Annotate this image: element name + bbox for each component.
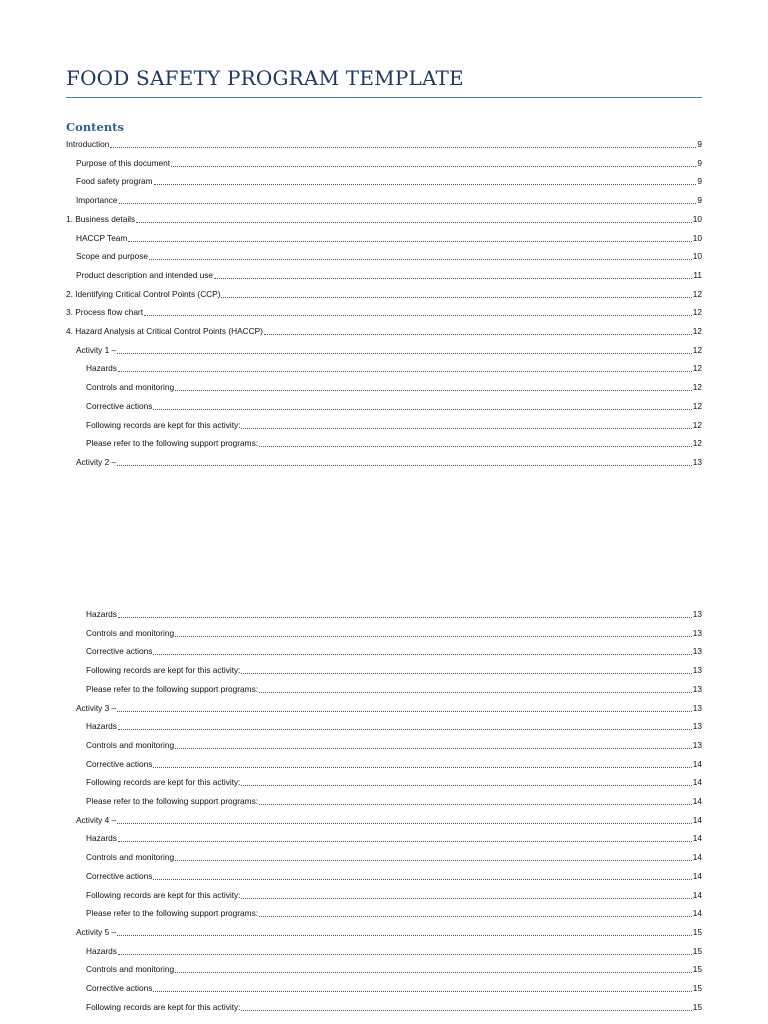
toc-entry-label: Activity 2 – (76, 456, 117, 467)
toc-entry[interactable] (86, 419, 702, 431)
toc-entry[interactable] (86, 776, 702, 788)
toc-entry[interactable] (86, 400, 702, 412)
toc-entry-page-number: 12 (692, 288, 702, 299)
toc-entry-label: Corrective actions (86, 870, 153, 881)
toc-entry[interactable] (86, 664, 702, 676)
toc-entry-page-number: 14 (692, 758, 702, 769)
toc-entry[interactable] (86, 982, 702, 994)
toc-entry-label: Corrective actions (86, 983, 153, 993)
toc-entry-label: 2. Identifying Critical Control Points (CCP) (66, 288, 221, 299)
toc-entry-label: Please refer to the following support programs: (86, 438, 259, 449)
dot-leader (118, 841, 692, 842)
dot-leader (144, 315, 692, 316)
dot-leader (153, 991, 691, 992)
dot-leader (154, 184, 697, 185)
dot-leader (117, 711, 692, 712)
toc-entry-page-number: 9 (697, 176, 702, 187)
toc-entry[interactable] (86, 1001, 702, 1013)
toc-entry[interactable] (86, 758, 702, 770)
toc-entry[interactable] (86, 608, 702, 620)
contents-heading: Contents (66, 120, 124, 134)
dot-leader (214, 278, 692, 279)
toc-entry[interactable] (86, 907, 702, 919)
toc-entry[interactable] (76, 344, 702, 356)
dot-leader (153, 409, 691, 410)
toc-entry-page-number: 11 (693, 269, 702, 280)
toc-entry-page-number: 12 (692, 344, 702, 355)
toc-entry-label: Following records are kept for this activity: (86, 777, 241, 788)
toc-entry-label: Corrective actions (86, 646, 153, 657)
toc-entry[interactable] (86, 720, 702, 732)
dot-leader (136, 222, 692, 223)
toc-entry-page-number: 14 (692, 833, 702, 844)
toc-entry[interactable] (86, 795, 702, 807)
toc-entry-page-number: 13 (692, 721, 702, 732)
toc-entry-label: Following records are kept for this activity: (86, 665, 241, 676)
toc-entry-page-number: 10 (692, 213, 702, 224)
dot-leader (241, 673, 691, 674)
toc-entry[interactable] (86, 627, 702, 639)
dot-leader (221, 297, 691, 298)
toc-entry-label: Purpose of this document (76, 157, 171, 168)
dot-leader (175, 972, 692, 973)
toc-entry-label: Hazards (86, 833, 117, 844)
toc-entry-label: Hazards (86, 721, 117, 732)
toc-entry-page-number: 14 (692, 870, 702, 881)
toc-entry-page-number: 14 (692, 814, 702, 825)
dot-leader (118, 954, 692, 955)
toc-entry[interactable] (86, 832, 702, 844)
toc-entry-label: Controls and monitoring (86, 627, 175, 638)
toc-entry-label: Activity 5 – (76, 926, 117, 937)
dot-leader (259, 692, 692, 693)
toc-entry-page-number: 13 (692, 456, 702, 467)
toc-entry-label: HACCP Team (76, 232, 128, 243)
toc-entry[interactable] (66, 288, 702, 300)
toc-entry-label: Please refer to the following support programs: (86, 683, 259, 694)
dot-leader (175, 636, 692, 637)
toc-entry[interactable] (86, 645, 702, 657)
toc-entry-page-number: 13 (692, 665, 702, 676)
toc-entry-page-number: 12 (692, 419, 702, 430)
toc-entry[interactable] (66, 306, 702, 318)
toc-entry-page-number: 12 (692, 382, 702, 393)
dot-leader (171, 166, 696, 167)
toc-entry[interactable] (76, 250, 702, 262)
toc-entry-label: Controls and monitoring (86, 739, 175, 750)
toc-entry-page-number: 9 (697, 157, 702, 168)
dot-leader (149, 259, 692, 260)
toc-entry[interactable] (66, 325, 702, 337)
toc-entry-page-number: 13 (692, 702, 702, 713)
toc-entry[interactable] (76, 926, 702, 938)
toc-entry-page-number: 13 (692, 683, 702, 694)
toc-entry-label: Controls and monitoring (86, 382, 175, 393)
toc-entry-label: Hazards (86, 945, 117, 956)
toc-entry-label: Food safety program (76, 176, 153, 187)
toc-entry[interactable] (76, 702, 702, 714)
dot-leader (241, 428, 691, 429)
dot-leader (175, 748, 692, 749)
toc-entry[interactable] (86, 889, 702, 901)
toc-entry[interactable] (86, 963, 702, 975)
toc-entry-label: Please refer to the following support programs: (86, 908, 259, 919)
toc-entry-page-number: 14 (692, 889, 702, 900)
dot-leader (117, 465, 692, 466)
toc-entry[interactable] (76, 232, 702, 244)
toc-entry-page-number: 15 (692, 926, 702, 937)
dot-leader (128, 241, 691, 242)
toc-entry-label: Controls and monitoring (86, 852, 175, 863)
toc-entry-page-number: 13 (692, 627, 702, 638)
toc-entry-page-number: 13 (692, 739, 702, 750)
toc-entry[interactable] (86, 381, 702, 393)
toc-entry[interactable] (86, 739, 702, 751)
toc-entry-page-number: 15 (692, 945, 702, 956)
toc-entry-page-number: 12 (692, 438, 702, 449)
toc-entry-label: Please refer to the following support programs: (86, 796, 259, 806)
toc-entry-label: Hazards (86, 363, 117, 374)
toc-entry[interactable] (86, 870, 702, 882)
toc-entry-page-number: 12 (692, 307, 702, 318)
toc-entry-label: Activity 4 – (76, 814, 117, 825)
dot-leader (153, 767, 691, 768)
toc-entry-label: Introduction (66, 139, 110, 149)
toc-entry[interactable] (76, 157, 702, 169)
toc-entry[interactable] (66, 138, 702, 150)
toc-entry-page-number: 13 (692, 609, 702, 619)
toc-entry[interactable] (86, 683, 702, 695)
dot-leader (117, 935, 692, 936)
toc-entry[interactable] (86, 362, 702, 374)
dot-leader (264, 334, 692, 335)
toc-entry-page-number: 12 (692, 400, 702, 411)
toc-entry-page-number: 9 (697, 139, 702, 149)
toc-entry-page-number: 14 (692, 908, 702, 919)
toc-entry-page-number: 13 (692, 646, 702, 657)
toc-entry-page-number: 12 (692, 326, 702, 336)
toc-entry-page-number: 9 (697, 195, 702, 206)
dot-leader (117, 353, 692, 354)
toc-entry[interactable] (86, 437, 702, 449)
document-title: FOOD SAFETY PROGRAM TEMPLATE (66, 66, 464, 90)
dot-leader (119, 203, 697, 204)
toc-entry-page-number: 15 (692, 1001, 702, 1012)
toc-entry[interactable] (76, 269, 702, 281)
toc-entry-page-number: 15 (692, 983, 702, 993)
dot-leader (259, 446, 692, 447)
dot-leader (241, 785, 691, 786)
toc-entry-page-number: 14 (692, 777, 702, 788)
toc-entry-label: Importance (76, 195, 118, 206)
toc-entry[interactable] (76, 814, 702, 826)
toc-entry-label: Following records are kept for this activity: (86, 1001, 241, 1012)
toc-entry-label: 1. Business details (66, 213, 136, 224)
dot-leader (118, 371, 692, 372)
dot-leader (118, 729, 692, 730)
toc-entry-label: Activity 3 – (76, 702, 117, 713)
dot-leader (241, 1010, 691, 1011)
toc-entry-page-number: 10 (692, 232, 702, 243)
dot-leader (259, 804, 692, 805)
toc-entry-label: 4. Hazard Analysis at Critical Control Points (HACCP) (66, 326, 263, 336)
toc-entry-label: Hazards (86, 609, 117, 619)
dot-leader (110, 147, 696, 148)
toc-entry[interactable] (76, 194, 702, 206)
toc-entry-page-number: 15 (692, 964, 702, 975)
toc-entry[interactable] (66, 213, 702, 225)
toc-entry-label: Scope and purpose (76, 251, 148, 262)
toc-entry-label: 3. Process flow chart (66, 307, 144, 318)
toc-entry-label: Corrective actions (86, 758, 153, 769)
toc-entry-page-number: 12 (692, 363, 702, 374)
dot-leader (175, 860, 692, 861)
toc-entry-page-number: 14 (692, 852, 702, 863)
dot-leader (153, 879, 691, 880)
toc-entry-label: Product description and intended use (76, 269, 213, 280)
toc-entry-page-number: 10 (692, 251, 702, 262)
toc-entry-page-number: 14 (692, 796, 702, 806)
toc-entry-label: Activity 1 – (76, 344, 117, 355)
dot-leader (117, 823, 692, 824)
toc-entry-label: Following records are kept for this activity: (86, 419, 241, 430)
toc-entry[interactable] (86, 851, 702, 863)
toc-entry[interactable] (76, 456, 702, 468)
toc-entry-label: Following records are kept for this activity: (86, 889, 241, 900)
dot-leader (241, 898, 691, 899)
dot-leader (175, 390, 692, 391)
toc-entry[interactable] (76, 175, 702, 187)
toc-entry[interactable] (86, 945, 702, 957)
dot-leader (153, 654, 691, 655)
toc-entry-label: Controls and monitoring (86, 964, 175, 975)
toc-entry-label: Corrective actions (86, 400, 153, 411)
dot-leader (259, 916, 692, 917)
dot-leader (118, 617, 692, 618)
